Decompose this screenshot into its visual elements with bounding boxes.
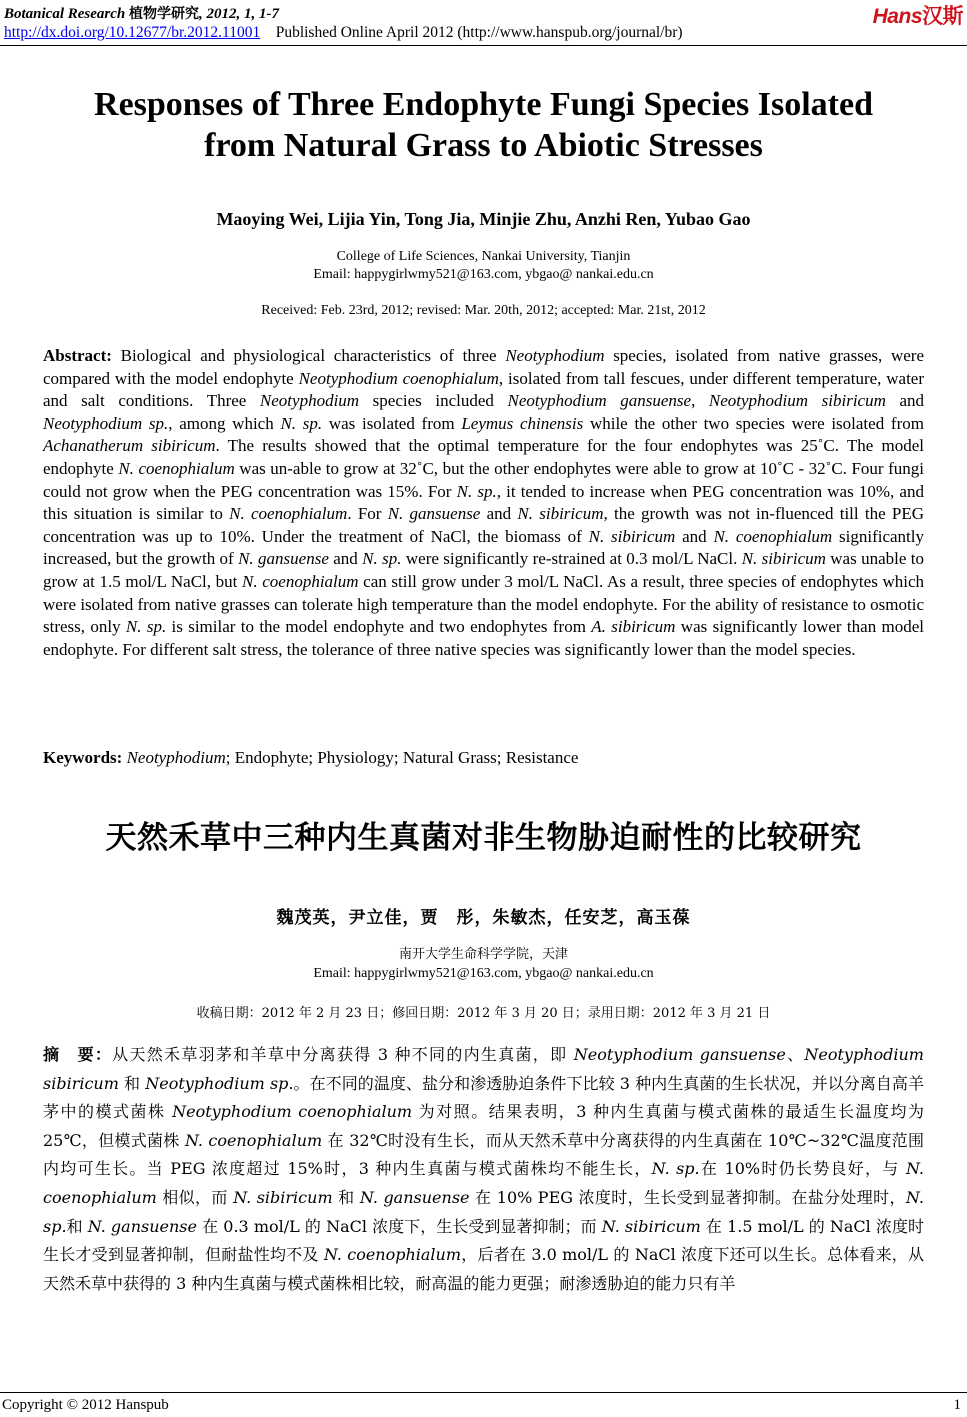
affiliation-block	[40, 248, 927, 284]
chinese-email: Email: happygirlwmy521@163.com, ybgao@ nankai.edu.cn	[313, 966, 654, 981]
text-run: 在 0.3 mol/L 的 NaCl 浓度下，生长受到显著抑制；而	[197, 1216, 602, 1236]
keywords-body	[122, 748, 578, 767]
species-name: Leymus chinensis	[461, 413, 584, 433]
species-name: N. sibiricum	[741, 549, 826, 569]
text-run: ,	[691, 391, 709, 411]
species-name: Neotyphodium gansuense	[507, 391, 692, 411]
species-name: N. gansuense	[359, 1187, 470, 1207]
text-run: 在 10% PEG 浓度时，生长受到显著抑制。在盐分处理时，	[469, 1187, 906, 1207]
species-name: N. coenophialum	[118, 458, 235, 478]
chinese-title: 天然禾草中三种内生真菌对非生物胁迫耐性的比较研究	[105, 820, 862, 856]
publisher-logo: Hans汉斯	[872, 4, 963, 28]
species-name: A. sibiricum	[591, 617, 676, 637]
species-name: N. gansuense	[87, 1216, 197, 1236]
text-run: can still grow under 3 mol/L NaCl. As a result, three species of endophytes which were isolated from native grasses can tolerate high temperature than the model endophyte. For the ability of resistance to osmotic stress, only	[43, 571, 924, 637]
affiliation: College of Life Sciences, Nankai University, Tianjin	[336, 249, 631, 264]
text-run: Biological and physiological characteristics of three	[111, 346, 506, 365]
copyright: Copyright © 2012 Hanspub	[2, 1397, 169, 1413]
species-name: Neotyphodium	[126, 748, 226, 767]
species-name: N. gansuense	[238, 549, 329, 569]
text-run: and	[675, 526, 714, 546]
footer-divider	[0, 1392, 967, 1393]
text-run: 、	[785, 1045, 805, 1064]
chinese-received-dates: 收稿日期：2012 年 2 月 23 日；修回日期：2012 年 3 月 20 日；录用日期：2012 年 3 月 21 日	[196, 1006, 771, 1021]
text-run: 和	[118, 1073, 146, 1093]
species-name: Neotyphodium sp	[145, 1073, 289, 1093]
text-run: 和	[66, 1216, 88, 1236]
species-name: Neotyphodium sibiricum	[43, 1045, 924, 1093]
text-run: . The results showed that the optimal temperature for the four endophytes was 25˚C. The model endophyte	[43, 436, 924, 478]
text-run: species, isolated from native grasses, were compared with the model endophyte	[43, 346, 924, 388]
keywords-label: Keywords:	[43, 748, 123, 767]
chinese-abstract-body	[43, 1045, 924, 1293]
text-run: ; Endophyte; Physiology; Natural Grass; Resistance	[225, 748, 579, 767]
text-run: 相似，而	[156, 1187, 234, 1207]
header-divider	[0, 45, 967, 46]
keywords	[43, 748, 924, 768]
text-run: 从天然禾草羽茅和羊草中分离获得 3 种不同的内生真菌，即	[112, 1045, 574, 1064]
species-name: N. sp.	[362, 549, 402, 569]
species-name: Neotyphodium coenophialum	[172, 1102, 413, 1122]
author-list: Maoying Wei, Lijia Yin, Tong Jia, Minjie Zhu, Anzhi Ren, Yubao Gao	[216, 209, 751, 229]
chinese-abstract	[43, 1041, 924, 1298]
text-run: was unable to grow at 1.5 mol/L NaCl, but	[43, 549, 924, 591]
species-name: Neotyphodium	[259, 391, 360, 411]
page-number: 1	[953, 1397, 961, 1413]
chinese-abstract-label: 摘 要：	[43, 1045, 113, 1064]
text-run: and	[328, 549, 363, 569]
species-name: Achanatherum sibiricum	[43, 436, 216, 456]
text-run: . For	[347, 504, 388, 524]
journal-name: Botanical Research 植物学研究, 2012, 1, 1-7	[4, 6, 280, 22]
species-name: N. sp.	[125, 617, 167, 637]
text-run: , it tended to increase when PEG concentration was 10%, and this situation is similar to	[43, 481, 924, 524]
text-run: 和	[332, 1187, 360, 1207]
species-name: N. coenophialum	[229, 504, 348, 524]
text-run: was un-able to grow at 32˚C, but the other endophytes were able to grow at 10˚C - 32˚C. Four fungi could not grow when the PEG concentration was 15%. For	[43, 458, 924, 501]
chinese-affiliation-block	[40, 945, 927, 983]
species-name: N. coenophialum	[43, 1159, 924, 1207]
species-name: N. sibiricum	[517, 504, 604, 524]
text-run: species included	[359, 391, 508, 411]
species-name: Neotyphodium	[505, 346, 605, 365]
species-name: Neotyphodium gansuense	[573, 1045, 786, 1064]
text-run: , among which	[168, 413, 281, 433]
species-name: Neotyphodium sp.	[43, 413, 169, 433]
text-run: was significantly lower than model endophyte. For different salt stress, the tolerance of three native species was significantly lower than the model species.	[43, 617, 925, 659]
species-name: N. sibiricum	[233, 1187, 333, 1207]
species-name: N. sibiricum	[601, 1216, 701, 1236]
text-run: 在 32℃时没有生长，而从天然禾草中分离获得的内生真菌在 10℃~32℃温度范围内均可生长。当 PEG 浓度超过 15%时，3 种内生真菌与模式菌株均不能生长，	[43, 1130, 924, 1179]
text-run: 在 1.5 mol/L 的 NaCl 浓度时生长才受到显著抑制，但耐盐性均不及	[43, 1216, 924, 1265]
species-name: N. coenophialum	[713, 526, 833, 546]
text-run: 在 10%时仍长势良好，与	[699, 1159, 906, 1179]
text-run: ，后者在 3.0 mol/L 的 NaCl 浓度下还可以生长。总体看来，从天然禾草中获得的 3 种内生真菌与模式菌株相比较，耐高温的能力更强；耐渗透胁迫的能力只有羊	[43, 1245, 924, 1293]
species-name: N. coenophialum	[184, 1130, 323, 1150]
species-name: N. gansuense	[387, 504, 481, 524]
text-run: .。在不同的温度、盐分和渗透胁迫条件下比较 3 种内生真菌的生长状况，并以分离自高羊茅中的模式菌株	[43, 1073, 924, 1122]
text-run: and	[480, 504, 518, 524]
abstract	[43, 345, 924, 661]
received-dates: Received: Feb. 23rd, 2012; revised: Mar. 20th, 2012; accepted: Mar. 21st, 2012	[261, 303, 706, 318]
species-name: N. sibiricum	[588, 526, 676, 546]
text-run: , the growth was not in-fluenced till the PEG concentration was up to 10%. Under the treatment of NaCl, the biomass of	[43, 504, 924, 546]
text-run: 为对照。结果表明，3 种内生真菌与模式菌株的最适生长温度均为 25℃，但模式菌株	[43, 1102, 925, 1150]
species-name: N. coenophialum	[242, 571, 359, 591]
abstract-body	[43, 346, 924, 659]
email: Email: happygirlwmy521@163.com, ybgao@ nankai.edu.cn	[313, 267, 654, 282]
text-run: significantly increased, but the growth of	[43, 526, 925, 569]
text-run: and	[885, 391, 925, 411]
species-name: N. sp.	[456, 481, 497, 501]
paper-title: Responses of Three Endophyte Fungi Species Isolated from Natural Grass to Abiotic Stresses	[94, 86, 873, 164]
chinese-author-list: 魏茂英，尹立佳，贾 彤，朱敏杰，任安芝，高玉葆	[276, 908, 691, 928]
species-name: Neotyphodium coenophialum	[298, 368, 499, 388]
species-name: N. coenophialum	[323, 1245, 462, 1265]
species-name: Neotyphodium sibiricum	[708, 391, 886, 411]
text-run: was isolated from	[322, 413, 462, 433]
species-name: N. sp.	[43, 1187, 924, 1236]
species-name: N. sp.	[651, 1159, 700, 1179]
species-name: N. sp.	[280, 413, 323, 433]
chinese-affiliation: 南开大学生命科学学院，天津	[398, 947, 568, 962]
text-run: were significantly re-strained at 0.3 mol/L NaCl.	[401, 549, 742, 569]
abstract-label: Abstract:	[43, 346, 112, 365]
text-run: , isolated from tall fescues, under different temperature, water and salt conditions. Three	[43, 368, 925, 411]
doi-line	[4, 24, 683, 42]
text-run: while the other two species were isolated from	[583, 413, 924, 433]
text-run: is similar to the model endophyte and two endophytes from	[166, 617, 592, 637]
published-info: Published Online April 2012 (http://www.hanspub.org/journal/br)	[275, 24, 683, 41]
doi-link[interactable]: http://dx.doi.org/10.12677/br.2012.11001	[4, 24, 261, 41]
